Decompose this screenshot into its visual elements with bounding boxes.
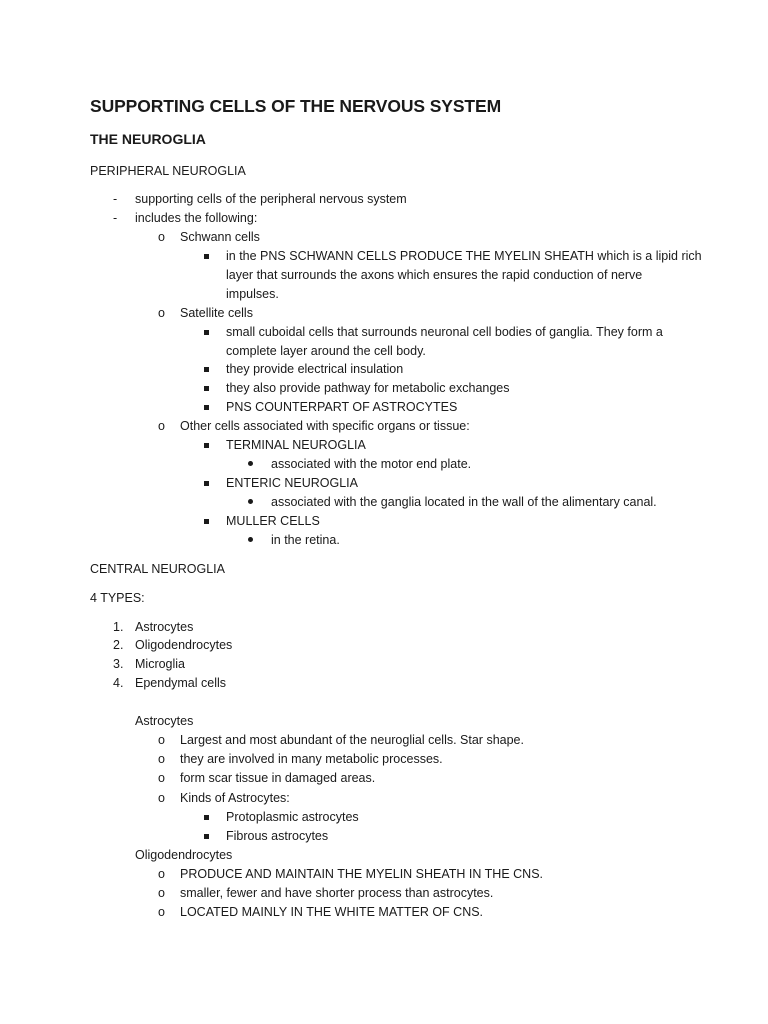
subsection-heading-astrocytes: Astrocytes [135,714,194,728]
list-item: Ependymal cells [135,676,227,690]
list-item: LOCATED MAINLY IN THE WHITE MATTER OF CNS. [180,905,484,919]
square-bullet-icon [204,405,209,410]
list-item-text: ENTERIC NEUROGLIA [226,476,358,490]
round-bullet-icon [248,499,253,504]
subsection-heading-oligodendrocytes: Oligodendrocytes [135,848,233,862]
list-item: Astrocytes [135,620,194,634]
list-item-text: they provide electrical insulation [226,362,404,376]
list-item: supporting cells of the peripheral nervous system [135,192,407,206]
list-item-satellite: Satellite cells [180,306,253,320]
list-item-text: TERMINAL NEUROGLIA [226,438,366,452]
document-title: SUPPORTING CELLS OF THE NERVOUS SYSTEM [90,96,502,116]
circle-marker: o [158,791,165,805]
list-item: smaller, fewer and have shorter process than astrocytes. [180,886,494,900]
round-bullet-icon [248,537,253,542]
list-item-text: MULLER CELLS [226,514,320,528]
list-number: 4. [113,676,124,690]
list-item-text: in the PNS SCHWANN CELLS PRODUCE THE MYELIN SHEATH which is a lipid rich [226,249,702,263]
list-item: Oligodendrocytes [135,638,233,652]
circle-marker: o [158,306,165,320]
dash-marker: - [113,211,118,225]
square-bullet-icon [204,834,209,839]
round-bullet-icon [248,461,253,466]
section-heading-central: CENTRAL NEUROGLIA [90,562,225,576]
list-item-schwann: Schwann cells [180,230,260,244]
document-subtitle: THE NEUROGLIA [90,131,206,147]
list-item-other: Other cells associated with specific organs or tissue: [180,419,470,433]
list-item-text: Protoplasmic astrocytes [226,810,359,824]
square-bullet-icon [204,481,209,486]
list-item: they are involved in many metabolic processes. [180,752,443,766]
list-number: 2. [113,638,124,652]
list-item: form scar tissue in damaged areas. [180,771,376,785]
square-bullet-icon [204,519,209,524]
list-item-text: in the retina. [271,533,340,547]
list-item-text: layer that surrounds the axons which ensures the rapid conduction of nerve [226,268,643,282]
list-item: includes the following: [135,211,258,225]
list-item: Largest and most abundant of the neuroglial cells. Star shape. [180,733,524,747]
list-item-text: small cuboidal cells that surrounds neuronal cell bodies of ganglia. They form a [226,325,663,339]
circle-marker: o [158,230,165,244]
square-bullet-icon [204,815,209,820]
list-item-text: Fibrous astrocytes [226,829,329,843]
circle-marker: o [158,867,165,881]
circle-marker: o [158,419,165,433]
list-item-text: impulses. [226,287,279,301]
list-number: 1. [113,620,124,634]
circle-marker: o [158,905,165,919]
list-item-text: they also provide pathway for metabolic exchanges [226,381,510,395]
square-bullet-icon [204,443,209,448]
section-heading-peripheral: PERIPHERAL NEUROGLIA [90,164,246,178]
list-item-text: associated with the ganglia located in the wall of the alimentary canal. [271,495,657,509]
circle-marker: o [158,886,165,900]
square-bullet-icon [204,330,209,335]
list-item: PRODUCE AND MAINTAIN THE MYELIN SHEATH IN THE CNS. [180,867,544,881]
list-item-text: associated with the motor end plate. [271,457,472,471]
list-number: 3. [113,657,124,671]
square-bullet-icon [204,254,209,259]
circle-marker: o [158,771,165,785]
circle-marker: o [158,733,165,747]
dash-marker: - [113,192,118,206]
square-bullet-icon [204,386,209,391]
list-item: Microglia [135,657,186,671]
types-label: 4 TYPES: [90,591,145,605]
list-item: Kinds of Astrocytes: [180,791,290,805]
circle-marker: o [158,752,165,766]
list-item-text: PNS COUNTERPART OF ASTROCYTES [226,400,458,414]
square-bullet-icon [204,367,209,372]
list-item-text: complete layer around the cell body. [226,344,426,358]
